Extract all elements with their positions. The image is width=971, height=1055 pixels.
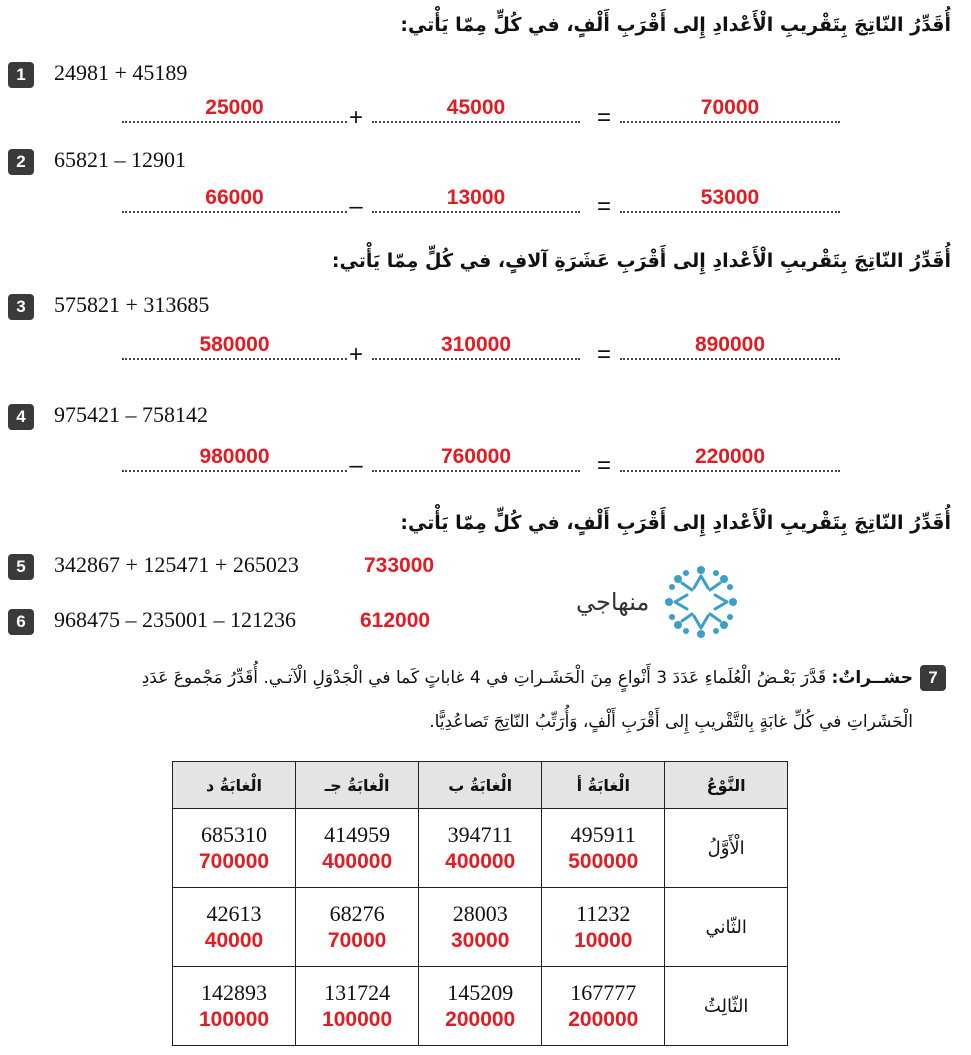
cell-value: 167777	[570, 980, 637, 1005]
header-type: النَّوْعُ	[665, 762, 788, 809]
header-forest-c: الْغابَةُ جـ	[296, 762, 419, 809]
problem-7-title: حشــراتٌ:	[831, 668, 913, 688]
instruction-round-thousand-2: أُقَدِّرُ النّاتِجَ بِتَقْريبِ الْأَعْدادِ إِلى أَقْرَبِ أَلْفٍ، في كُلٍّ مِمّا يَأْتي:	[400, 512, 951, 534]
problem-number-badge: 6	[8, 609, 34, 635]
snowflake-people-icon	[661, 562, 741, 642]
answer-line	[620, 358, 840, 360]
cell-value: 11232	[576, 901, 631, 926]
answer-line	[372, 470, 580, 472]
cell-answer: 400000	[322, 850, 393, 873]
cell-value: 495911	[570, 822, 636, 847]
answer-second-rounded: 310000	[440, 333, 512, 356]
problem-expression: 975421 – 758142	[54, 402, 208, 427]
answer-estimate: 733000	[364, 554, 435, 577]
answer-second-rounded: 45000	[446, 96, 506, 119]
table-cell	[419, 809, 542, 888]
header-forest-b: الْغابَةُ ب	[419, 762, 542, 809]
type-cell: الثّاني	[665, 888, 788, 967]
equals-sign: =	[596, 193, 611, 220]
answer-line	[122, 358, 347, 360]
answer-result: 890000	[694, 333, 766, 356]
cell-answer: 200000	[568, 1008, 639, 1031]
equals-sign: =	[596, 341, 611, 368]
answer-second-rounded: 13000	[446, 186, 506, 209]
insects-table	[172, 761, 788, 1046]
problem-expression: 65821 – 12901	[54, 147, 186, 172]
answer-line	[122, 470, 347, 472]
answer-second-rounded: 760000	[440, 445, 512, 468]
answer-first-rounded: 980000	[199, 445, 270, 468]
cell-answer: 100000	[322, 1008, 393, 1031]
cell-value: 145209	[447, 980, 514, 1005]
cell-answer: 400000	[445, 850, 516, 873]
table-row	[173, 809, 788, 888]
header-forest-d: الْغابَةُ د	[173, 762, 296, 809]
table-cell	[296, 809, 419, 888]
table-cell	[296, 888, 419, 967]
table-cell	[542, 809, 665, 888]
operator-sign: –	[349, 193, 363, 220]
answer-result: 53000	[700, 186, 760, 209]
cell-answer: 200000	[445, 1008, 516, 1031]
type-cell: الْأَوَّلُ	[665, 809, 788, 888]
cell-answer: 500000	[568, 850, 639, 873]
problem-7-text: قَدَّرَ بَعْـضُ الْعُلَماءِ عَدَدَ 3 أَنْواعٍ مِنَ الْحَشَـراتِ في 4 غاباتٍ كَما في الْجَدْوَلِ الْآتـي. أُقَدِّرُ مَجْموعَ عَدَدِ	[141, 668, 827, 688]
instruction-round-ten-thousand: أُقَدِّرُ النّاتِجَ بِتَقْريبِ الْأَعْدادِ إِلى أَقْرَبِ عَشَرَةِ آلافٍ، في كُلٍّ مِمّا يَأْتي:	[331, 250, 951, 272]
answer-line	[372, 358, 580, 360]
type-cell: الثّالِثُ	[665, 967, 788, 1046]
answer-first-rounded: 66000	[205, 186, 264, 209]
header-forest-a: الْغابَةُ أ	[542, 762, 665, 809]
table-cell	[173, 967, 296, 1046]
cell-answer: 40000	[204, 929, 264, 952]
site-logo	[576, 562, 741, 642]
cell-value: 68276	[329, 901, 385, 926]
problem-7-line-2: الْحَشَراتِ في كُلِّ غابَةٍ بِالتَّقْريبِ إِلى أَقْرَبِ أَلْفٍ، وَأُرَتِّبُ النّاتِجَ تَصاعُدِيًّا.	[429, 712, 913, 732]
cell-answer: 30000	[450, 929, 510, 952]
table-cell	[173, 888, 296, 967]
cell-answer: 70000	[327, 929, 387, 952]
table-cell	[419, 967, 542, 1046]
answer-line	[372, 211, 580, 213]
problem-expression: 342867 + 125471 + 265023	[54, 552, 299, 577]
problem-7-line-1	[33, 660, 913, 697]
answer-line	[620, 470, 840, 472]
problem-expression: 575821 + 313685	[54, 292, 210, 317]
table-cell	[542, 888, 665, 967]
cell-value: 42613	[206, 901, 262, 926]
answer-result: 220000	[694, 445, 766, 468]
operator-sign: –	[349, 452, 363, 479]
problem-expression: 968475 – 235001 – 121236	[54, 607, 296, 632]
table-cell	[296, 967, 419, 1046]
problem-expression: 24981 + 45189	[54, 60, 188, 85]
answer-result: 70000	[700, 96, 760, 119]
answer-first-rounded: 580000	[199, 333, 270, 356]
problem-number-badge: 2	[8, 149, 34, 175]
cell-answer: 100000	[199, 1008, 270, 1031]
table-cell	[542, 967, 665, 1046]
cell-value: 685310	[201, 822, 268, 847]
cell-value: 142893	[201, 980, 268, 1005]
answer-estimate: 612000	[360, 609, 431, 632]
table-row	[173, 967, 788, 1046]
instruction-round-thousand: أُقَدِّرُ النّاتِجَ بِتَقْريبِ الْأَعْدادِ إِلى أَقْرَبِ أَلْفٍ، في كُلٍّ مِمّا يَأْتي:	[400, 14, 951, 36]
operator-sign: +	[348, 341, 363, 368]
cell-value: 28003	[452, 901, 508, 926]
answer-line	[620, 121, 840, 123]
problem-number-badge: 4	[8, 404, 34, 430]
answer-line	[372, 121, 580, 123]
problem-number-badge: 3	[8, 294, 34, 320]
table-cell	[173, 809, 296, 888]
answer-line	[122, 121, 347, 123]
equals-sign: =	[596, 104, 611, 131]
table-cell	[419, 888, 542, 967]
operator-sign: +	[348, 104, 363, 131]
problem-number-badge: 1	[8, 62, 34, 88]
equals-sign: =	[596, 452, 611, 479]
cell-value: 414959	[324, 822, 391, 847]
answer-line	[122, 211, 347, 213]
problem-number-badge: 7	[920, 665, 946, 691]
answer-line	[620, 211, 840, 213]
cell-answer: 10000	[574, 929, 633, 952]
table-row	[173, 888, 788, 967]
table-header-row	[173, 762, 788, 809]
cell-value: 394711	[447, 822, 513, 847]
cell-value: 131724	[324, 980, 391, 1005]
answer-first-rounded: 25000	[205, 96, 264, 119]
logo-text: منهاجي	[576, 588, 650, 616]
problem-number-badge: 5	[8, 554, 34, 580]
cell-answer: 700000	[199, 850, 270, 873]
